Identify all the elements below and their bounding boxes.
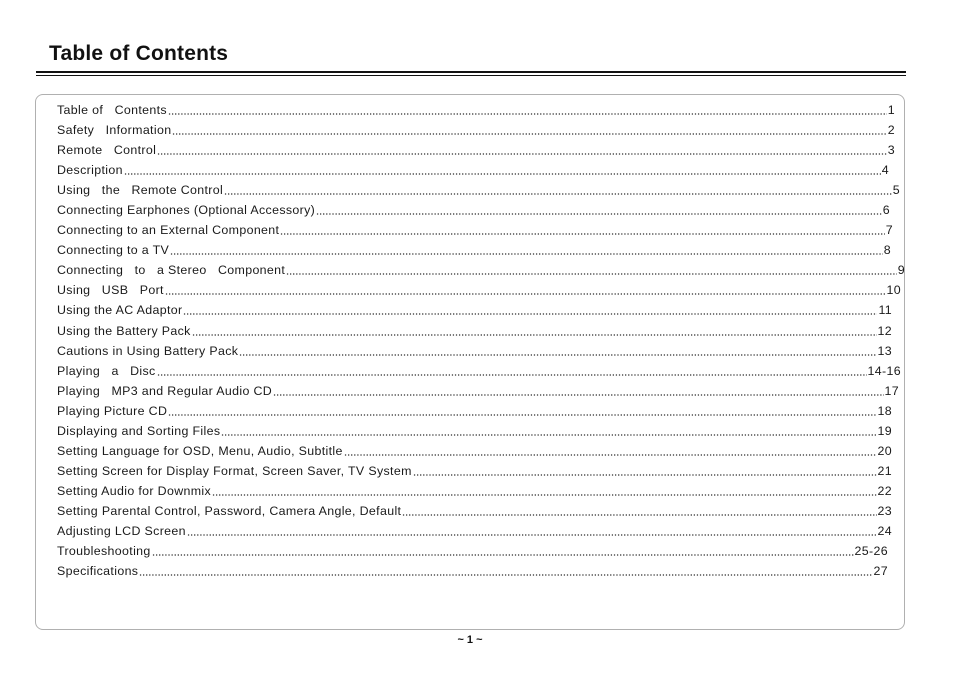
toc-entry[interactable] bbox=[57, 240, 891, 260]
toc-entry-page: 13 bbox=[877, 343, 892, 358]
toc-entry-page: 10 bbox=[886, 283, 901, 298]
toc-entry-label: Description bbox=[57, 163, 123, 178]
toc-entry[interactable] bbox=[57, 561, 888, 581]
toc-entry-page: 12 bbox=[877, 323, 892, 338]
toc-leader-dots bbox=[402, 514, 876, 516]
toc-leader-dots bbox=[224, 193, 892, 195]
toc-entry[interactable] bbox=[57, 220, 893, 240]
toc-entry[interactable] bbox=[57, 280, 901, 300]
toc-entry-label: Connecting to an External Component bbox=[57, 223, 280, 238]
toc-entry-label: Adjusting LCD Screen bbox=[57, 524, 186, 538]
toc-entry-page: 27 bbox=[873, 564, 888, 579]
toc-leader-dots bbox=[221, 434, 876, 436]
toc-leader-dots bbox=[413, 474, 877, 476]
toc-entry-label: Connecting Earphones (Optional Accessory) bbox=[57, 203, 316, 218]
toc-leader-dots bbox=[212, 494, 876, 496]
toc-entry[interactable] bbox=[57, 140, 895, 160]
toc-entry[interactable] bbox=[57, 361, 901, 381]
toc-leader-dots bbox=[286, 273, 897, 275]
toc-entry-page: 2 bbox=[887, 123, 895, 138]
toc-entry-label: Displaying and Sorting Files bbox=[57, 423, 221, 438]
toc-entry-label: Specifications bbox=[57, 564, 139, 579]
toc-entry[interactable] bbox=[57, 300, 892, 320]
toc-entry-page: 14-16 bbox=[867, 363, 901, 378]
toc-entry-page: 7 bbox=[885, 223, 893, 238]
toc-entry-page: 4 bbox=[881, 163, 889, 178]
toc-entry[interactable] bbox=[57, 100, 895, 120]
toc-entry-label: Safety Information bbox=[57, 123, 172, 138]
toc-list bbox=[57, 100, 907, 581]
toc-leader-dots bbox=[183, 313, 877, 315]
toc-entry-page: 11 bbox=[878, 303, 892, 318]
toc-entry-page: 8 bbox=[883, 243, 891, 258]
toc-leader-dots bbox=[157, 153, 886, 155]
title-underline-thin bbox=[36, 75, 906, 76]
toc-entry[interactable] bbox=[57, 501, 892, 521]
toc-entry-label: Setting Screen for Display Format, Screen Saver, TV System bbox=[57, 463, 412, 478]
toc-entry-label: Playing Picture CD bbox=[57, 403, 168, 418]
toc-entry-label: Setting Language for OSD, Menu, Audio, Subtitle bbox=[57, 443, 343, 458]
toc-entry[interactable] bbox=[57, 321, 892, 341]
toc-leader-dots bbox=[280, 233, 884, 235]
toc-entry-label: Remote Control bbox=[57, 143, 157, 158]
toc-leader-dots bbox=[316, 213, 882, 215]
toc-leader-dots bbox=[124, 173, 881, 175]
toc-entry[interactable] bbox=[57, 461, 892, 481]
toc-entry-page: 18 bbox=[877, 403, 892, 418]
toc-entry-label: Connecting to a TV bbox=[57, 243, 170, 258]
toc-entry[interactable] bbox=[57, 160, 889, 180]
toc-entry[interactable] bbox=[57, 341, 892, 361]
toc-entry-page: 9 bbox=[897, 263, 905, 278]
toc-entry-label: Using the AC Adaptor bbox=[57, 303, 183, 318]
toc-entry-page: 3 bbox=[887, 143, 895, 158]
page-number: ~ 1 ~ bbox=[457, 634, 483, 646]
toc-leader-dots bbox=[139, 574, 872, 576]
toc-leader-dots bbox=[187, 534, 877, 536]
toc-entry[interactable] bbox=[57, 401, 892, 421]
toc-entry-label: Using the Battery Pack bbox=[57, 323, 191, 338]
page-title: Table of Contents bbox=[49, 42, 229, 65]
toc-entry[interactable] bbox=[57, 541, 888, 561]
toc-entry-page: 25-26 bbox=[854, 544, 888, 559]
toc-entry-label: Connecting to a Stereo Component bbox=[57, 263, 286, 278]
toc-entry-label: Troubleshooting bbox=[57, 544, 151, 559]
toc-entry-label: Setting Audio for Downmix bbox=[57, 483, 212, 498]
toc-entry-label: Playing MP3 and Regular Audio CD bbox=[57, 383, 273, 398]
toc-entry-page: 19 bbox=[877, 423, 892, 438]
toc-leader-dots bbox=[273, 394, 883, 396]
toc-leader-dots bbox=[165, 293, 886, 295]
toc-entry[interactable] bbox=[57, 381, 899, 401]
toc-entry-label: Using the Remote Control bbox=[57, 183, 224, 198]
toc-entry-page: 20 bbox=[877, 443, 892, 458]
toc-entry[interactable] bbox=[57, 521, 892, 541]
toc-entry[interactable] bbox=[57, 200, 890, 220]
toc-leader-dots bbox=[168, 414, 876, 416]
toc-entry-label: Using USB Port bbox=[57, 283, 164, 298]
toc-leader-dots bbox=[239, 354, 876, 356]
toc-entry-page: 23 bbox=[877, 503, 892, 518]
toc-entry[interactable] bbox=[57, 421, 892, 441]
toc-entry[interactable] bbox=[57, 260, 905, 280]
toc-entry[interactable] bbox=[57, 481, 892, 501]
toc-entry-label: Table of Contents bbox=[57, 103, 167, 118]
title-underline-thick bbox=[36, 71, 906, 73]
toc-entry-label: Playing a Disc bbox=[57, 363, 156, 378]
toc-entry-label: Setting Parental Control, Password, Camera Angle, Default bbox=[57, 503, 402, 518]
toc-leader-dots bbox=[152, 554, 854, 556]
toc-leader-dots bbox=[157, 374, 867, 376]
toc-entry-page: 5 bbox=[892, 183, 900, 198]
toc-entry-page: 21 bbox=[877, 463, 892, 478]
toc-leader-dots bbox=[170, 253, 883, 255]
toc-leader-dots bbox=[344, 454, 877, 456]
toc-entry-page: 22 bbox=[877, 483, 892, 498]
toc-entry-label: Cautions in Using Battery Pack bbox=[57, 343, 239, 358]
toc-leader-dots bbox=[172, 133, 886, 135]
toc-entry-page: 24 bbox=[877, 524, 892, 538]
toc-entry-page: 1 bbox=[887, 103, 895, 118]
toc-leader-dots bbox=[168, 113, 887, 115]
toc-entry-page: 6 bbox=[882, 203, 890, 218]
toc-leader-dots bbox=[192, 334, 877, 336]
toc-entry[interactable] bbox=[57, 441, 892, 461]
toc-entry[interactable] bbox=[57, 120, 895, 140]
toc-entry[interactable] bbox=[57, 180, 900, 200]
toc-entry-page: 17 bbox=[884, 383, 899, 398]
